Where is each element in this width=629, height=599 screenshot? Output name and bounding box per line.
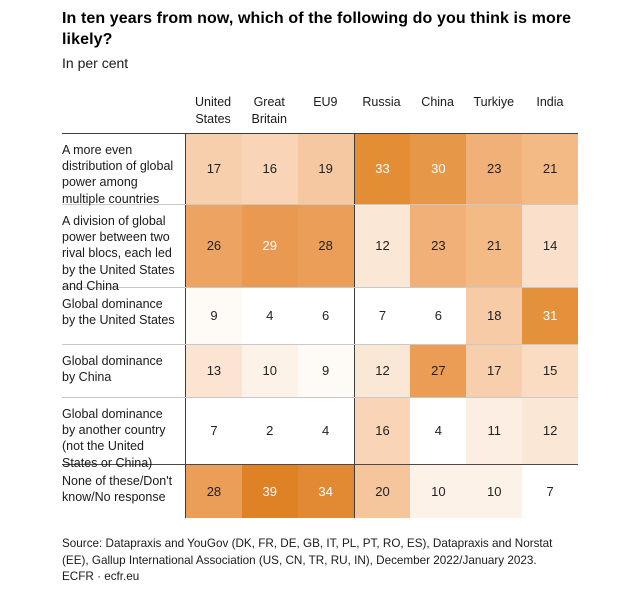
column-header-turkiye: Turkiye (473, 95, 515, 110)
table-row (62, 287, 578, 344)
value-cell: 13 (186, 345, 242, 397)
value-cell: 28 (186, 465, 242, 518)
value-cell: 26 (186, 205, 242, 287)
value-cell: 9 (186, 288, 242, 344)
value-cell: 18 (466, 288, 522, 344)
value-cell: 39 (242, 465, 298, 518)
value-cell: 21 (466, 205, 522, 287)
value-cell: 6 (298, 288, 354, 344)
row-cells (185, 288, 578, 344)
value-cell: 23 (410, 205, 466, 287)
value-cell: 10 (466, 465, 522, 518)
value-cell: 16 (354, 398, 411, 464)
row-cells (185, 134, 578, 204)
value-cell: 20 (354, 465, 411, 518)
value-cell: 12 (354, 345, 411, 397)
value-cell: 10 (242, 345, 298, 397)
value-cell: 2 (242, 398, 298, 464)
value-cell: 30 (410, 134, 466, 204)
row-cells (185, 398, 578, 464)
value-cell: 9 (298, 345, 354, 397)
value-cell: 7 (354, 288, 411, 344)
footer-attribution: ECFR · ecfr.eu (62, 570, 140, 584)
column-header-india: India (536, 95, 564, 110)
value-cell: 7 (522, 465, 578, 518)
value-cell: 12 (522, 398, 578, 464)
table-row (62, 134, 578, 204)
value-cell: 7 (186, 398, 242, 464)
value-cell: 11 (466, 398, 522, 464)
source-note: Source: Datapraxis and YouGov (DK, FR, DE, GB, IT, PL, PT, RO, ES), Datapraxis and Norstat (EE), Gallup International Association (US, CN, TR, RU, IN), December 2022/January 2023. (62, 536, 553, 567)
page-title: In ten years from now, which of the following do you think is more likely? (62, 10, 572, 49)
column-header-eu9: EU9 (313, 95, 338, 110)
value-cell: 23 (466, 134, 522, 204)
value-cell: 17 (466, 345, 522, 397)
value-cell: 28 (298, 205, 354, 287)
row-cells (185, 465, 578, 518)
column-header-great-britain: Great Britain (251, 95, 287, 126)
row-label: A more even distribution of global power among multiple countries (62, 142, 174, 206)
value-cell: 15 (522, 345, 578, 397)
value-cell: 27 (410, 345, 466, 397)
value-cell: 4 (242, 288, 298, 344)
value-cell: 10 (410, 465, 466, 518)
value-cell: 33 (354, 134, 411, 204)
row-cells (185, 345, 578, 397)
column-header-china: China (421, 95, 454, 110)
heatmap-body (62, 133, 578, 518)
table-row (62, 344, 578, 397)
value-cell: 4 (298, 398, 354, 464)
value-cell: 31 (522, 288, 578, 344)
column-headers (185, 94, 578, 133)
row-label: Global dominance by another country (not the United States or China) (62, 406, 166, 470)
value-cell: 19 (298, 134, 354, 204)
value-cell: 16 (242, 134, 298, 204)
value-cell: 17 (186, 134, 242, 204)
column-header-row (62, 94, 578, 133)
chart-content (62, 8, 578, 586)
chart-subtitle: In per cent (62, 55, 129, 72)
value-cell: 21 (522, 134, 578, 204)
column-header-united-states: United States (195, 95, 232, 126)
row-label: Global dominance by China (62, 353, 163, 385)
table-row (62, 397, 578, 470)
row-label: None of these/Don't know/No response (62, 473, 173, 505)
table-row (62, 464, 578, 518)
column-header-russia: Russia (362, 95, 401, 110)
value-cell: 14 (522, 205, 578, 287)
value-cell: 4 (410, 398, 466, 464)
row-cells (185, 205, 578, 287)
table-row (62, 204, 578, 293)
value-cell: 12 (354, 205, 411, 287)
value-cell: 6 (410, 288, 466, 344)
row-label: A division of global power between two rival blocs, each led by the United States and China (62, 213, 175, 293)
heatmap-table (62, 94, 578, 518)
row-label: Global dominance by the United States (62, 296, 175, 328)
value-cell: 34 (298, 465, 354, 518)
value-cell: 29 (242, 205, 298, 287)
